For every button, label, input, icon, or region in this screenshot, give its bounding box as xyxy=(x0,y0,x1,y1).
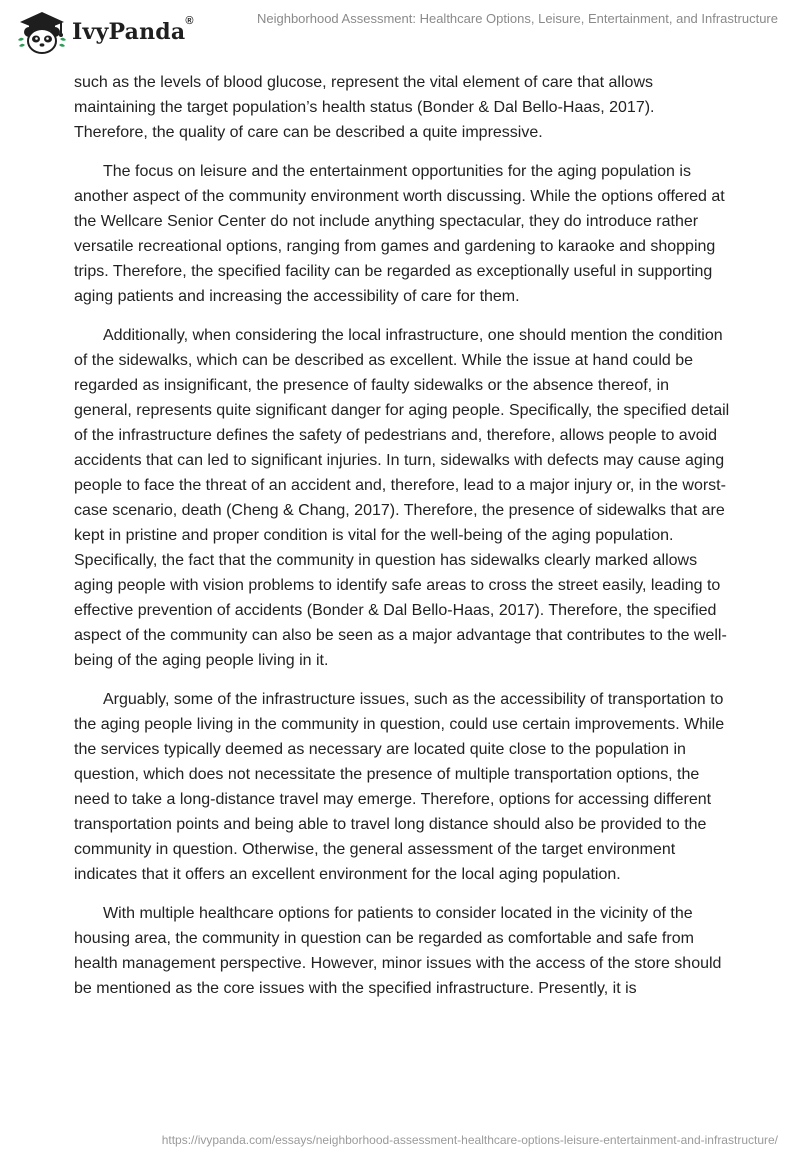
paragraph-5: With multiple healthcare options for patients to consider located in the vicinity of the housing area, the community in question can be regarded as comfortable and safe from health management perspective. However, minor issues with the access of the store should be mentioned as the core issues with the specified infrastructure. Presently, it is xyxy=(74,905,722,997)
essay-body xyxy=(74,70,730,1015)
panda-graduate-icon xyxy=(14,10,70,54)
ivypanda-logo[interactable] xyxy=(14,10,194,54)
page-header xyxy=(0,0,800,62)
brand-name xyxy=(72,15,194,45)
document-title: Neighborhood Assessment: Healthcare Options, Leisure, Entertainment, and Infrastructure xyxy=(256,11,778,26)
registered-mark: ® xyxy=(185,15,194,27)
brand-text: IvyPanda xyxy=(72,19,186,45)
paragraph-1: such as the levels of blood glucose, represent the vital element of care that allows maintaining the target population’s health status (Bonder & Dal Bello-Haas, 2017). Therefore, the quality of care can be described a quite impressive. xyxy=(74,74,655,141)
paragraph-4: Arguably, some of the infrastructure issues, such as the accessibility of transportation to the aging people living in the community in question, could use certain improvements. While the services typically deemed as necessary are located quite close to the population in question, which does not necessitate the presence of multiple transportation options, the need to take a long-distance travel may emerge. Therefore, options for accessing different transportation points and being able to travel long distance should also be provided to the community in question. Otherwise, the general assessment of the target environment indicates that it offers an excellent environment for the local aging population. xyxy=(74,691,725,883)
paragraph-2: The focus on leisure and the entertainment opportunities for the aging population is another aspect of the community environment worth discussing. While the options offered at the Wellcare Senior Center do not include anything spectacular, they do introduce rather versatile recreational options, ranging from games and gardening to karaoke and shopping trips. Therefore, the specified facility can be regarded as exceptionally useful in supporting aging patients and increasing the accessibility of care for them. xyxy=(74,163,725,305)
paragraph-3: Additionally, when considering the local infrastructure, one should mention the condition of the sidewalks, which can be described as excellent. While the issue at hand could be regarded as insignificant, the presence of faulty sidewalks or the absence thereof, in general, represents quite significant danger for aging people. Specifically, the specified detail of the infrastructure defines the safety of pedestrians and, therefore, allows people to avoid accidents that can led to significant injuries. In turn, sidewalks with defects may cause aging people to face the threat of an accident and, therefore, lead to a major injury or, in the worst-case scenario, death (Cheng & Chang, 2017). Therefore, the presence of sidewalks that are kept in pristine and proper condition is vital for the well-being of the aging population. Specifically, the fact that the community in question has sidewalks clearly marked allows aging people with vision problems to identify safe areas to cross the street easily, leading to effective prevention of accidents (Bonder & Dal Bello-Haas, 2017). Therefore, the specified aspect of the community can also be seen as a major advantage that contributes to the well-being of the aging people living in it. xyxy=(74,327,730,669)
source-url[interactable]: https://ivypanda.com/essays/neighborhood-assessment-healthcare-options-leisure-entertainment-and-infrastructure/ xyxy=(161,1133,778,1147)
